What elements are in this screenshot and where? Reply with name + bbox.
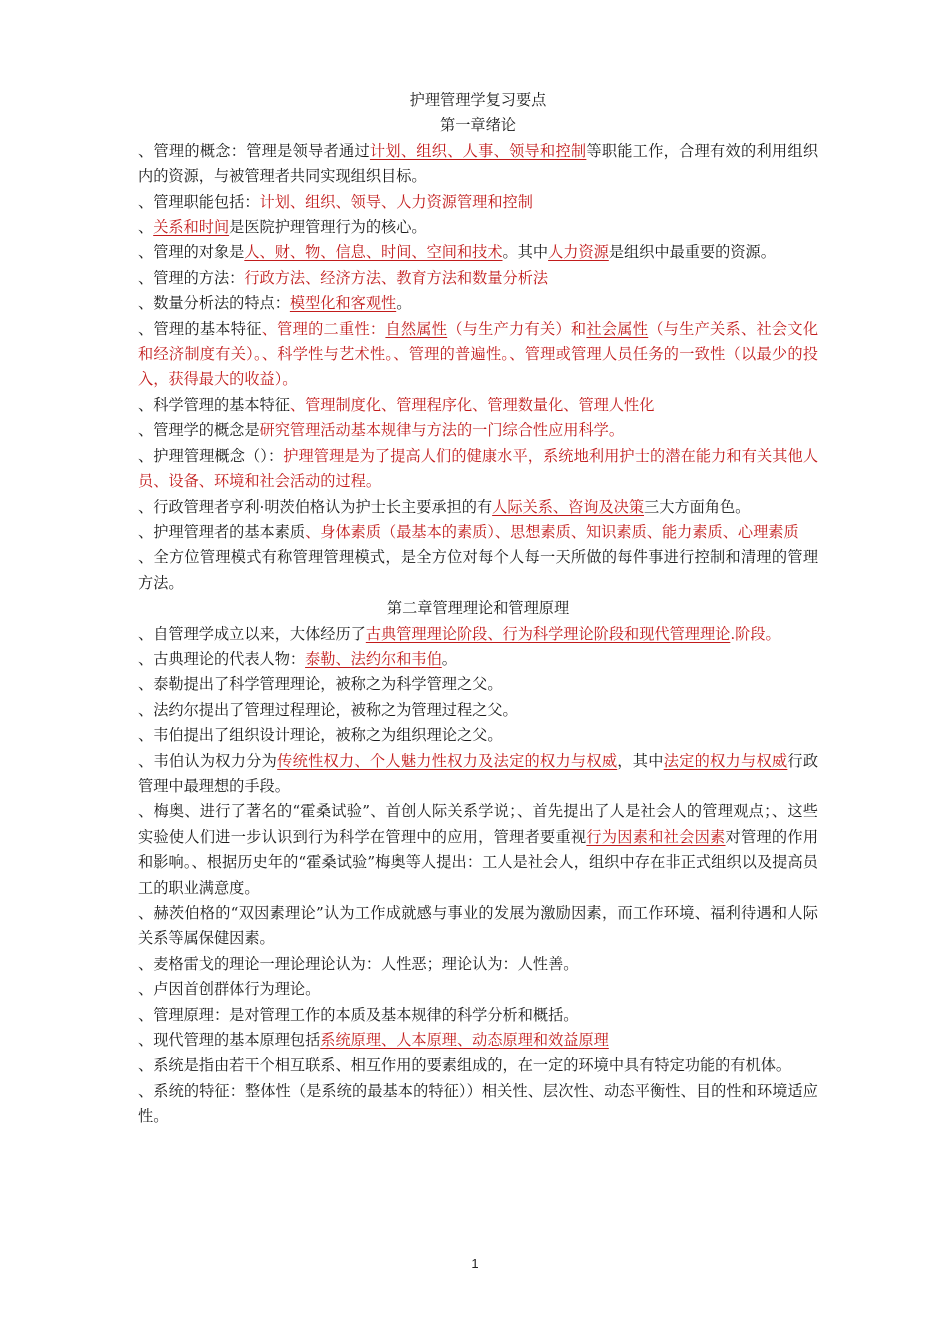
text-segment: 对管理的作用和影响。、根据历史年的“霍桑试验”梅奥等人提出：工人是社会人，组织中存在非正式组织以及提高员工的职业满意度。 bbox=[138, 827, 819, 897]
chapter-1-items bbox=[138, 139, 818, 596]
text-segment: 、护理管理概念（）： bbox=[138, 446, 284, 465]
text-segment: 、数量分析法的特点： bbox=[138, 294, 290, 313]
text-segment: 、系统的特征：整体性（是系统的最基本的特征））相关性、层次性、动态平衡性、目的性和环境适应性。 bbox=[138, 1081, 818, 1126]
document-page bbox=[138, 88, 818, 1130]
text-segment: 、麦格雷戈的理论一理论理论认为：人性恶；理论认为：人性善。 bbox=[138, 954, 579, 973]
list-item bbox=[138, 977, 818, 1002]
list-item bbox=[138, 266, 818, 291]
list-item bbox=[138, 418, 818, 443]
text-segment: 、管理的方法： bbox=[138, 268, 245, 287]
list-item bbox=[138, 291, 818, 316]
text-segment: 、行政管理者亨利·明茨伯格认为护士长主要承担的有 bbox=[138, 497, 493, 516]
text-segment: 、管理的对象是 bbox=[138, 243, 245, 262]
list-item bbox=[138, 240, 818, 265]
highlighted-text: 计划、组织、领导、人力资源管理和控制 bbox=[259, 192, 533, 211]
list-item bbox=[138, 1003, 818, 1028]
text-segment: 、科学管理的基本特征 bbox=[138, 395, 290, 414]
text-segment: 、护理管理者的基本素质 bbox=[138, 522, 306, 541]
highlighted-text: 传统性权力、个人魅力性权力及法定的权力与权威 bbox=[277, 751, 618, 770]
list-item bbox=[138, 672, 818, 697]
list-item bbox=[138, 545, 818, 596]
text-segment: 。 bbox=[441, 649, 457, 668]
highlighted-text: 研究管理活动基本规律与方法的一门综合性应用科学。 bbox=[259, 421, 624, 440]
chapter-1-heading: 第一章绪论 bbox=[440, 116, 516, 135]
text-segment: 等职能工作，合理有效的利用组织内的资源，与被管理者共同实现组织目标。 bbox=[138, 141, 819, 186]
text-segment: 、全方位管理模式有称管理管理模式，是全方位对每个人每一天所做的每件事进行控制和清理的管理方法。 bbox=[138, 548, 818, 592]
list-item bbox=[138, 647, 818, 672]
text-segment: 、管理职能包括： bbox=[138, 192, 260, 211]
list-item bbox=[138, 698, 818, 723]
highlighted-text: 法定的权力与权威 bbox=[663, 751, 788, 770]
page-number: 1 bbox=[471, 1256, 479, 1271]
chapter-2-heading: 第二章管理理论和管理原理 bbox=[386, 599, 570, 618]
text-segment: 、赫茨伯格的“双因素理论”认为工作成就感与事业的发展为激励因素，而工作环境、福利待遇和人际关系等属保健因素。 bbox=[138, 904, 818, 948]
list-item bbox=[138, 317, 818, 393]
text-segment: 、 bbox=[138, 218, 154, 237]
highlighted-text: 关系和时间 bbox=[153, 218, 230, 237]
list-item bbox=[138, 495, 818, 520]
highlighted-text: 计划、组织、人事、领导和控制 bbox=[369, 141, 587, 160]
text-segment: 、管理原理：是对管理工作的本质及基本规律的科学分析和概括。 bbox=[138, 1005, 579, 1024]
list-item bbox=[138, 952, 818, 977]
chapter-2-items bbox=[138, 622, 818, 1130]
highlighted-text: 泰勒、法约尔和韦伯 bbox=[305, 649, 442, 668]
text-segment: 行政管理中最理想的手段。 bbox=[138, 751, 819, 795]
list-item bbox=[138, 1053, 818, 1078]
list-item bbox=[138, 799, 818, 901]
highlighted-text: 人、财、物、信息、时间、空间和技术 bbox=[244, 243, 503, 262]
highlighted-text: 模型化和客观性 bbox=[289, 294, 397, 313]
text-segment: 、自管理学成立以来，大体经历了 bbox=[138, 624, 366, 643]
list-item bbox=[138, 1028, 818, 1053]
text-segment: 、韦伯提出了组织设计理论，被称之为组织理论之父。 bbox=[138, 726, 503, 745]
list-item bbox=[138, 393, 818, 418]
highlighted-text: 、管理的二重性： bbox=[261, 319, 386, 338]
highlighted-text: 、管理制度化、管理程序化、管理数量化、管理人性化 bbox=[289, 395, 655, 414]
text-segment: 、现代管理的基本原理包括 bbox=[138, 1031, 321, 1050]
list-item bbox=[138, 1079, 818, 1130]
text-segment: 、管理的基本特征 bbox=[138, 319, 262, 338]
list-item bbox=[138, 215, 818, 240]
list-item bbox=[138, 723, 818, 748]
highlighted-text: 自然属性 bbox=[385, 319, 448, 338]
highlighted-text: 古典管理理论阶段、行为科学理论阶段和现代管理理论 bbox=[365, 624, 731, 643]
text-segment: 是组织中最重要的资源。 bbox=[608, 243, 776, 262]
highlighted-text: 人力资源 bbox=[548, 243, 609, 262]
text-segment: 、古典理论的代表人物： bbox=[138, 649, 306, 668]
highlighted-text: 、身体素质（最基本的素质）、思想素质、知识素质、能力素质、心理素质 bbox=[305, 522, 799, 541]
text-segment: 、韦伯认为权力分为 bbox=[138, 751, 278, 770]
text-segment: 三大方面角色。 bbox=[644, 497, 751, 516]
highlighted-text: （与生产力有关）和 bbox=[447, 319, 587, 338]
text-segment: 、管理的概念：管理是领导者通过 bbox=[138, 141, 370, 160]
list-item bbox=[138, 749, 818, 800]
highlighted-text: 人际关系、咨询及决策 bbox=[492, 497, 645, 516]
text-segment: 、法约尔提出了管理过程理论，被称之为管理过程之父。 bbox=[138, 700, 518, 719]
list-item bbox=[138, 622, 818, 647]
text-segment: 、泰勒提出了科学管理理论，被称之为科学管理之父。 bbox=[138, 675, 503, 694]
highlighted-text: 行政方法、经济方法、教育方法和数量分析法 bbox=[244, 268, 549, 287]
text-segment: 是医院护理管理行为的核心。 bbox=[229, 218, 427, 237]
text-segment: 。 bbox=[396, 294, 412, 313]
list-item bbox=[138, 520, 818, 545]
text-segment: 、系统是指由若干个相互联系、相互作用的要素组成的，在一定的环境中具有特定功能的有机体。 bbox=[138, 1056, 792, 1075]
highlighted-text: .阶段。 bbox=[730, 624, 781, 643]
highlighted-text: （与生产关系、社会文化和经济制度有关）。、科学性与艺术性。、管理的普遍性。、管理或管理人员任务的一致性（以最少的投入，获得最大的收益）。 bbox=[138, 319, 819, 389]
text-segment: 。其中 bbox=[502, 243, 549, 262]
text-segment: ，其中 bbox=[617, 751, 664, 770]
list-item bbox=[138, 139, 818, 190]
highlighted-text: 行为因素和社会因素 bbox=[586, 827, 726, 846]
list-item bbox=[138, 190, 818, 215]
highlighted-text: 社会属性 bbox=[586, 319, 649, 338]
text-segment: 、卢因首创群体行为理论。 bbox=[138, 980, 321, 999]
document-title: 护理管理学复习要点 bbox=[409, 91, 547, 109]
list-item bbox=[138, 444, 818, 495]
highlighted-text: 护理管理是为了提高人们的健康水平，系统地利用护士的潜在能力和有关其他人员、设备、环境和社会活动的过程。 bbox=[138, 446, 819, 491]
highlighted-text: 系统原理、人本原理、动态原理和效益原理 bbox=[320, 1031, 609, 1050]
text-segment: 、管理学的概念是 bbox=[138, 421, 260, 440]
text-segment: 、梅奥、进行了著名的“霍桑试验”、首创人际关系学说；、首先提出了人是社会人的管理观点；、这些实验使人们进一步认识到行为科学在管理中的应用，管理者要重视 bbox=[138, 802, 818, 846]
list-item bbox=[138, 901, 818, 952]
